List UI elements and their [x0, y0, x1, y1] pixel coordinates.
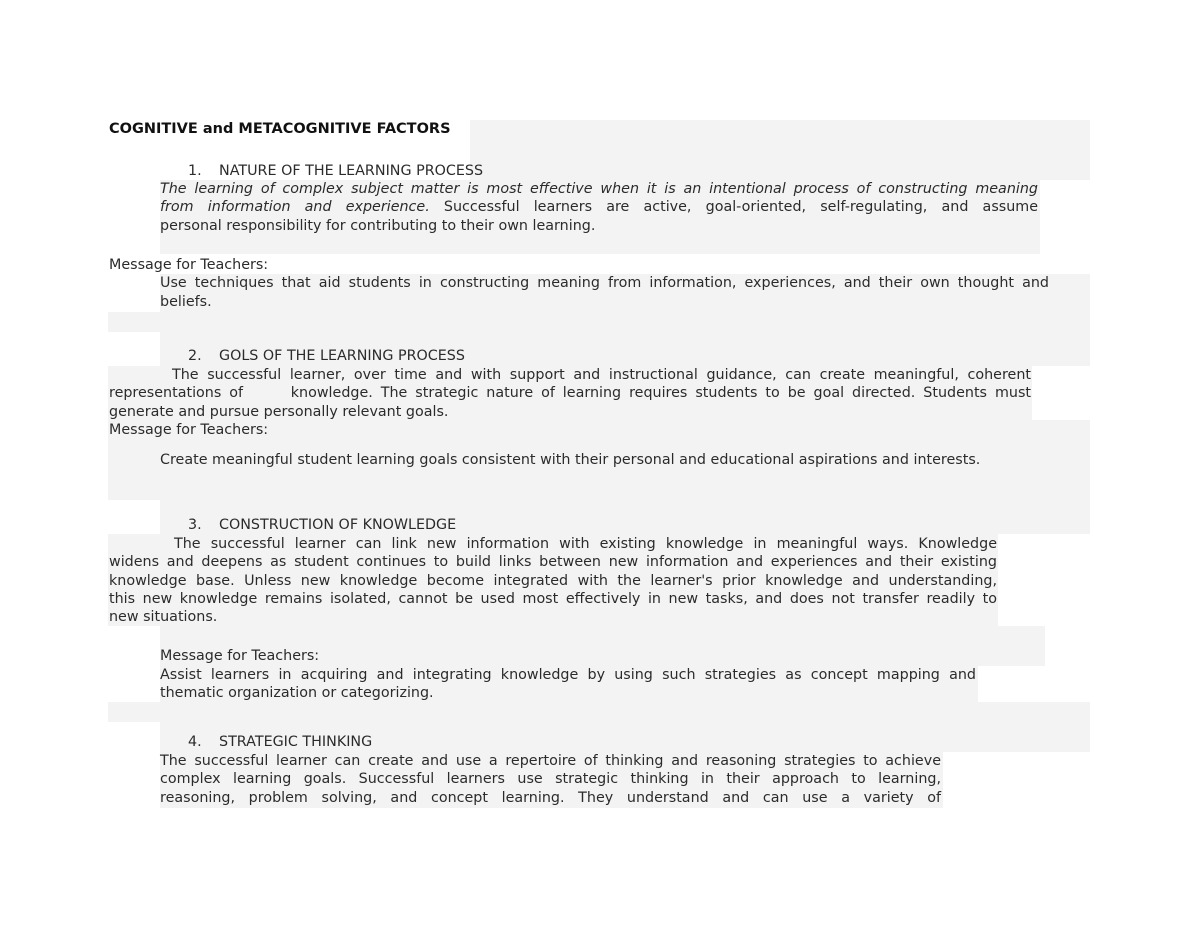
- section-heading: NATURE OF THE LEARNING PROCESS: [219, 163, 484, 179]
- document-title: COGNITIVE and METACOGNITIVE FACTORS: [109, 121, 451, 137]
- message-label: Message for Teachers:: [109, 422, 269, 438]
- section-heading: CONSTRUCTION OF KNOWLEDGE: [219, 517, 457, 533]
- highlight-band: [470, 120, 1090, 180]
- message-text: thematic organization or categorizing.: [160, 685, 434, 701]
- message-label: Message for Teachers:: [109, 257, 269, 273]
- highlight-band: [108, 702, 1090, 722]
- section-number: 3.: [188, 517, 202, 533]
- section-body-line: this new knowledge remains isolated, cannot be used most effectively in new tasks, and does not transfer readily to: [109, 591, 997, 607]
- section-number: 1.: [188, 163, 202, 179]
- message-text: Assist learners in acquiring and integrating knowledge by using such strategies as concept mapping and: [160, 667, 976, 683]
- section-number: 2.: [188, 348, 202, 364]
- section-body-line: The successful learner can link new information with existing knowledge in meaningful ways. Knowledge: [174, 536, 997, 552]
- section-body-line: new situations.: [109, 609, 218, 625]
- section-body-line: complex learning goals. Successful learners use strategic thinking in their approach to learning,: [160, 771, 941, 787]
- section-heading: GOLS OF THE LEARNING PROCESS: [219, 348, 465, 364]
- section-body-line: widens and deepens as student continues to build links between new information and experiences and their existing: [109, 554, 997, 570]
- highlight-band: [108, 312, 1090, 332]
- message-text: beliefs.: [160, 294, 212, 310]
- section-body-line: The learning of complex subject matter is most effective when it is an intentional process of constructing meaning: [160, 181, 1038, 197]
- section-heading: STRATEGIC THINKING: [219, 734, 373, 750]
- section-body-line: from information and experience. Successful learners are active, goal-oriented, self-regulating, and assume: [160, 199, 1038, 215]
- section-body-line: reasoning, problem solving, and concept learning. They understand and can use a variety of: [160, 790, 941, 806]
- section-number: 4.: [188, 734, 202, 750]
- section-body-line: The successful learner, over time and with support and instructional guidance, can create meaningful, coherent: [172, 367, 1031, 383]
- section-body-line: generate and pursue personally relevant goals.: [109, 404, 449, 420]
- section-body-line: The successful learner can create and use a repertoire of thinking and reasoning strategies to achieve: [160, 753, 941, 769]
- message-text: Use techniques that aid students in constructing meaning from information, experiences, and their own thought and: [160, 275, 1049, 291]
- section-body-line: personal responsibility for contributing to their own learning.: [160, 218, 596, 234]
- section-body-line: representations of knowledge. The strategic nature of learning requires students to be goal directed. Students must: [109, 385, 1031, 401]
- message-text: Create meaningful student learning goals consistent with their personal and educational aspirations and interests.: [160, 452, 981, 468]
- message-label: Message for Teachers:: [160, 648, 320, 664]
- section-body-line: knowledge base. Unless new knowledge become integrated with the learner's prior knowledge and understanding,: [109, 573, 997, 589]
